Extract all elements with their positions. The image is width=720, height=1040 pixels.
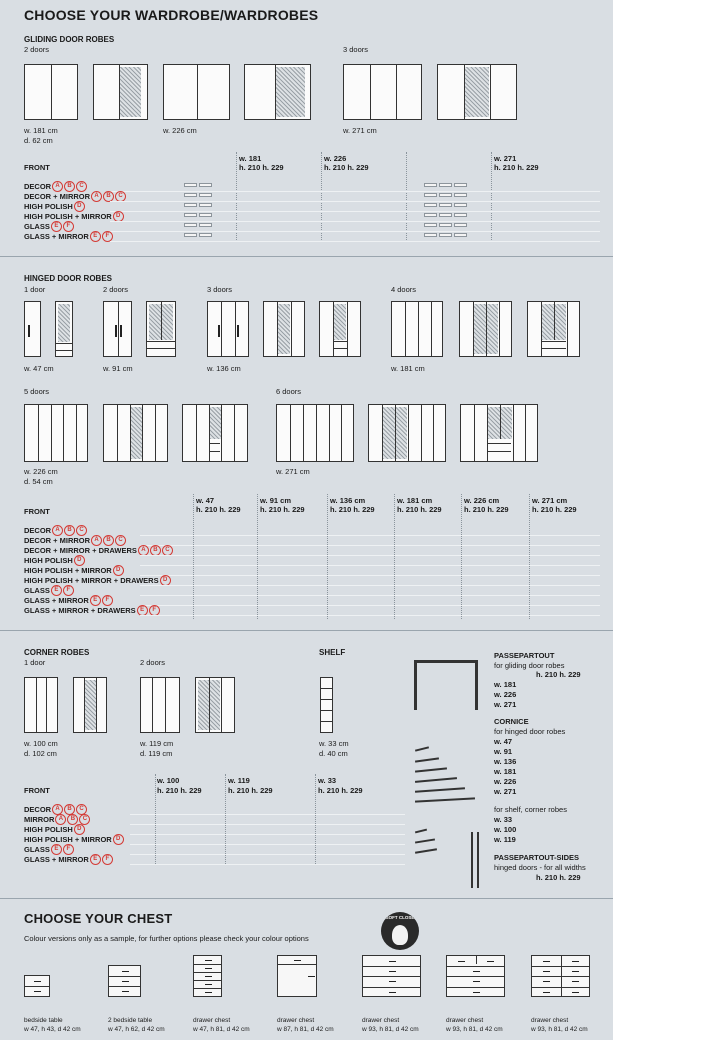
hinged-2-plain [103,301,132,357]
hinged-w181: w. 181 cm [391,364,425,373]
hinged-4doors-label: 4 doors [391,285,417,294]
option-label: GLASS [24,586,50,595]
hinged-4-mirror [459,301,512,357]
gliding-col2-w: w. 226 [324,154,347,163]
front-swatch [454,203,467,207]
chest-bedside-2 [108,965,141,997]
gliding-271-plain [343,64,422,120]
gliding-271-mirror [437,64,517,120]
sides-heading: PASSEPARTOUT-SIDES [494,853,580,862]
cornice-w271: w. 271 [494,787,517,796]
gliding-col2-h: h. 210 h. 229 [324,163,369,172]
chest-dimensions: w 47, h 81, d 42 cm [193,1026,250,1033]
front-swatch [424,233,437,237]
gliding-front-label: FRONT [24,163,50,172]
soft-close-badge [381,912,419,950]
hinged-w226: w. 226 cm [24,467,58,476]
gliding-col1-h: h. 210 h. 229 [239,163,284,172]
divider [257,494,258,619]
size-col-height: h. 210 h. 229 [228,786,273,795]
hinged-6doors-label: 6 doors [276,387,302,396]
passepartout-w226: w. 226 [494,690,517,699]
row-rule [110,211,600,212]
colour-code-badge: D [160,575,171,586]
option-label: GLASS + MIRROR [24,855,89,864]
divider [491,152,492,242]
row-rule [110,231,600,232]
colour-code-badge: F [102,595,113,606]
divider [529,494,530,619]
front-swatch [424,203,437,207]
chest-bedside-1 [24,975,50,997]
colour-code-badge: E [51,585,62,596]
gliding-181-plain [24,64,78,120]
colour-code-badge: C [76,804,87,815]
option-label: DECOR + MIRROR [24,536,91,545]
colour-code-badge: C [76,525,87,536]
row-rule [130,834,405,835]
front-swatch [184,223,197,227]
hinged-w271: w. 271 cm [276,467,310,476]
front-swatch [454,213,467,217]
chest-name: 2 bedside table [108,1017,153,1024]
hinged-2doors-label: 2 doors [103,285,129,294]
row-rule [110,241,600,242]
colour-code-badge: A [91,535,102,546]
size-col-width: w. 100 [157,776,180,785]
corner-w100: w. 100 cm [24,739,58,748]
gliding-226-mirror [244,64,311,120]
row-rule [140,605,600,606]
hinged-6-plain [276,404,354,462]
front-swatch [454,183,467,187]
cornice-w47: w. 47 [494,737,513,746]
colour-code-badge: D [74,555,85,566]
front-swatch [184,193,197,197]
option-label: GLASS [24,845,50,854]
colour-code-badge: F [63,221,74,232]
colour-code-badge: B [103,191,114,202]
row-rule [110,191,600,192]
size-col-width: w. 271 cm [532,496,568,505]
colour-code-badge: C [115,191,126,202]
hinged-3-plain [207,301,249,357]
size-col-width: w. 47 [196,496,215,505]
chest-dimensions: w 93, h 81, d 42 cm [446,1026,503,1033]
divider [406,152,407,242]
row-rule [130,824,405,825]
divider [394,494,395,619]
front-swatch [439,213,452,217]
chest-note: Colour versions only as a sample, for further options please check your colour options [24,934,309,943]
colour-code-badge: E [90,854,101,865]
chest-dimensions: w 87, h 81, d 42 cm [277,1026,334,1033]
option-label: GLASS [24,222,50,231]
colour-code-badge: E [51,844,62,855]
colour-code-badge: E [51,221,62,232]
option-row [24,854,113,865]
row-rule [130,854,405,855]
cornice-w119: w. 119 [494,835,516,844]
gliding-226-plain [163,64,230,120]
size-col-height: h. 210 h. 229 [330,505,375,514]
corner-2doors-label: 2 doors [140,658,166,667]
colour-code-badge: B [150,545,161,556]
colour-code-badge: F [102,231,113,242]
hinged-w136: w. 136 cm [207,364,241,373]
front-swatch [424,223,437,227]
colour-code-badge: A [52,804,63,815]
colour-code-badge: D [113,211,124,222]
colour-code-badge: D [113,565,124,576]
hinged-5doors-label: 5 doors [24,387,50,396]
option-label: HIGH POLISH + MIRROR [24,566,112,575]
front-swatch [439,193,452,197]
colour-code-badge: D [113,834,124,845]
colour-code-badge: F [149,605,160,616]
hinged-5-mirror [103,404,168,462]
hinged-6-mirror-drawers [460,404,538,462]
front-swatch [439,223,452,227]
passepartout-w181: w. 181 [494,680,517,689]
row-rule [110,221,600,222]
chest-dimensions: w 93, h 81, d 42 cm [362,1026,419,1033]
hinged-heading: HINGED DOOR ROBES [24,274,113,283]
row-rule [140,555,600,556]
chest-name: drawer chest [446,1017,484,1024]
corner-d119: d. 119 cm [140,749,173,758]
front-swatch [424,183,437,187]
colour-code-badge: C [162,545,173,556]
colour-code-badge: E [90,595,101,606]
front-swatch [424,193,437,197]
passepartout-w271: w. 271 [494,700,517,709]
front-swatch [199,203,212,207]
front-swatch [184,203,197,207]
corner-100-plain [24,677,58,733]
divider [315,774,316,864]
option-label: DECOR [24,526,52,535]
colour-code-badge: F [63,585,74,596]
cornice-w33: w. 33 [494,815,513,824]
row-rule [140,565,600,566]
section-divider [0,898,613,899]
shelf-w: w. 33 cm [319,739,349,748]
option-row [24,231,113,242]
shelf-d: d. 40 cm [319,749,348,758]
passepartout-heading: PASSEPARTOUT [494,651,555,660]
gliding-3doors-label: 3 doors [343,45,369,54]
option-label: GLASS + MIRROR [24,596,89,605]
soft-close-text: SOFT CLOSE [385,915,415,920]
cornice-w136: w. 136 [494,757,517,766]
option-label: HIGH POLISH [24,556,73,565]
row-rule [130,814,405,815]
hinged-2-mirror-drawers [146,301,176,357]
hinged-4-mirror-drawers [527,301,580,357]
chest-title: CHOOSE YOUR CHEST [24,911,173,926]
gliding-col1-w: w. 181 [239,154,262,163]
size-col-width: w. 33 [318,776,337,785]
chest-name: bedside table [24,1017,63,1024]
corner-d102: d. 102 cm [24,749,57,758]
row-rule [140,615,600,616]
hinged-d54: d. 54 cm [24,477,53,486]
front-swatch [439,203,452,207]
section-divider [0,630,613,631]
size-col-width: w. 136 cm [330,496,366,505]
front-swatch [184,233,197,237]
hinged-3-mirror-drawers [319,301,361,357]
divider [225,774,226,864]
front-swatch [199,193,212,197]
option-label: DECOR + MIRROR [24,192,91,201]
hinged-3doors-label: 3 doors [207,285,233,294]
size-col-height: h. 210 h. 229 [260,505,305,514]
option-label: HIGH POLISH [24,825,73,834]
hinged-5-mirror-drawers [182,404,248,462]
gliding-col3-h: h. 210 h. 229 [494,163,539,172]
front-swatch [454,193,467,197]
colour-code-badge: C [79,814,90,825]
hinged-1door-label: 1 door [24,285,46,294]
colour-code-badge: A [91,191,102,202]
size-col-width: w. 181 cm [397,496,433,505]
gliding-181-mirror [93,64,148,120]
option-label: DECOR [24,805,52,814]
chest-name: drawer chest [277,1017,315,1024]
section-divider [0,256,613,257]
cornice-heading: CORNICE [494,717,529,726]
corner-front-label: FRONT [24,786,50,795]
option-label: GLASS + MIRROR + DRAWERS [24,606,136,615]
size-col-height: h. 210 h. 229 [397,505,442,514]
chest-drawer-47 [193,955,222,997]
divider [193,494,194,619]
colour-code-badge: A [52,525,63,536]
size-col-width: w. 226 cm [464,496,500,505]
hinged-5-plain [24,404,88,462]
front-swatch [439,233,452,237]
size-col-height: h. 210 h. 229 [318,786,363,795]
cornice-w100: w. 100 [494,825,517,834]
front-swatch [184,213,197,217]
option-label: HIGH POLISH [24,202,73,211]
row-rule [140,585,600,586]
hinged-w91: w. 91 cm [103,364,133,373]
size-col-height: h. 210 h. 229 [157,786,202,795]
cornice-w226: w. 226 [494,777,517,786]
gliding-2doors-label: 2 doors [24,45,50,54]
hinged-w47: w. 47 cm [24,364,54,373]
hinged-front-label: FRONT [24,507,50,516]
corner-119-mirror [195,677,235,733]
gliding-w226: w. 226 cm [163,126,197,135]
colour-code-badge: F [102,854,113,865]
option-label: DECOR [24,182,52,191]
chest-drawer-93b [446,955,505,997]
colour-code-badge: B [64,804,75,815]
divider [321,152,322,242]
colour-code-badge: E [90,231,101,242]
chest-drawer-93c [531,955,590,997]
face-icon [392,925,408,945]
hinged-3-mirror [263,301,305,357]
row-rule [130,844,405,845]
gliding-w181: w. 181 cm [24,126,58,135]
divider [155,774,156,864]
front-swatch [199,223,212,227]
cornice-sub: for hinged door robes [494,727,566,736]
colour-code-badge: B [64,525,75,536]
cornice-w91: w. 91 [494,747,513,756]
front-swatch [424,213,437,217]
wardrobe-title: CHOOSE YOUR WARDROBE/WARDROBES [24,7,319,23]
corner-w119: w. 119 cm [140,739,174,748]
divider [236,152,237,242]
sides-sub: hinged doors - for all widths [494,863,586,872]
chest-name: drawer chest [531,1017,569,1024]
gliding-w271: w. 271 cm [343,126,377,135]
colour-code-badge: B [103,535,114,546]
option-label: GLASS + MIRROR [24,232,89,241]
colour-code-badge: B [67,814,78,825]
colour-code-badge: C [115,535,126,546]
shelf-illustration [320,677,333,733]
gliding-col3-w: w. 271 [494,154,517,163]
gliding-d62: d. 62 cm [24,136,53,145]
option-label: MIRROR [24,815,55,824]
divider [461,494,462,619]
size-col-height: h. 210 h. 229 [464,505,509,514]
sides-heights: h. 210 h. 229 [536,873,581,882]
colour-code-badge: C [76,181,87,192]
corner-1door-label: 1 door [24,658,46,667]
cornice-w181: w. 181 [494,767,517,776]
hinged-1-mirror [55,301,73,357]
chest-dimensions: w 93, h 81, d 42 cm [531,1026,588,1033]
colour-code-badge: A [55,814,66,825]
front-swatch [454,223,467,227]
front-swatch [184,183,197,187]
chest-drawer-93a [362,955,421,997]
chest-name: drawer chest [193,1017,231,1024]
corner-119-plain [140,677,180,733]
colour-code-badge: E [137,605,148,616]
hinged-6-mirror [368,404,446,462]
front-swatch [199,233,212,237]
option-label: HIGH POLISH + MIRROR + DRAWERS [24,576,159,585]
option-label: HIGH POLISH + MIRROR [24,835,112,844]
row-rule [130,864,405,865]
hinged-1-plain [24,301,41,357]
front-swatch [439,183,452,187]
gliding-heading: GLIDING DOOR ROBES [24,35,115,44]
size-col-height: h. 210 h. 229 [196,505,241,514]
chest-drawer-87 [277,955,317,997]
colour-code-badge: D [74,824,85,835]
hinged-4-plain [391,301,443,357]
row-rule [110,201,600,202]
cornice-sub2: for shelf, corner robes [494,805,567,814]
colour-code-badge: F [63,844,74,855]
row-rule [140,535,600,536]
front-swatch [199,183,212,187]
passepartout-sub: for gliding door robes [494,661,565,670]
front-swatch [454,233,467,237]
row-rule [140,595,600,596]
chest-dimensions: w 47, h 62, d 42 cm [108,1026,165,1033]
store-sidebar [613,0,720,1040]
size-col-width: w. 119 [228,776,250,785]
shelf-heading: SHELF [319,648,346,657]
front-swatch [199,213,212,217]
colour-code-badge: A [52,181,63,192]
row-rule [140,575,600,576]
option-label: HIGH POLISH + MIRROR [24,212,112,221]
size-col-width: w. 91 cm [260,496,291,505]
row-rule [140,545,600,546]
option-label: DECOR + MIRROR + DRAWERS [24,546,137,555]
corner-100-mirror [73,677,107,733]
corner-heading: CORNER ROBES [24,648,90,657]
chest-name: drawer chest [362,1017,400,1024]
divider [327,494,328,619]
colour-code-badge: B [64,181,75,192]
size-col-height: h. 210 h. 229 [532,505,577,514]
passepartout-heights: h. 210 h. 229 [536,670,581,679]
colour-code-badge: D [74,201,85,212]
colour-code-badge: A [138,545,149,556]
chest-dimensions: w 47, h 43, d 42 cm [24,1026,81,1033]
